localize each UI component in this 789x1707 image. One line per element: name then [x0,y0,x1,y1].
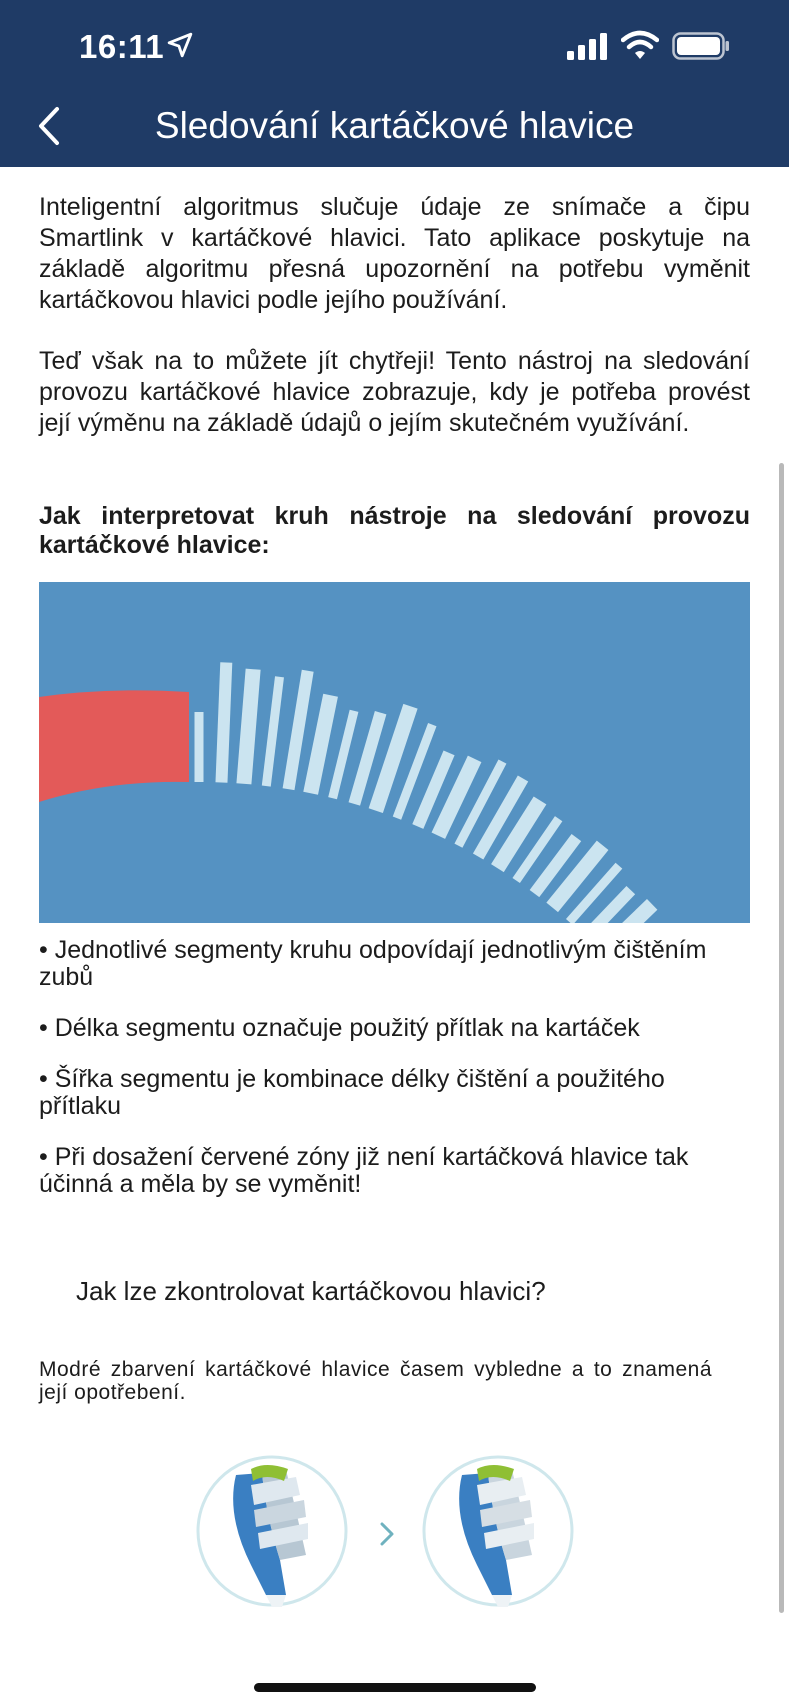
tracker-ring-illustration [39,582,750,923]
signal-icon [567,33,609,60]
list-item: • Při dosažení červené zóny již není kartáčková hlavice tak účinná a měla by se vyměnit! [39,1143,689,1198]
location-arrow-icon [167,32,193,58]
page-title: Sledování kartáčkové hlavice [154,105,635,146]
check-question: Jak lze zkontrolovat kartáčkovou hlavici? [76,1276,546,1306]
list-item: • Délka segmentu označuje použitý přítlak na kartáček [39,1014,640,1042]
section-heading: Jak interpretovat kruh nástroje na sledování provozu kartáčkové hlavice: [39,502,750,559]
app-header [0,0,789,167]
list-item: • Jednotlivé segmenty kruhu odpovídají jednotlivým čištěním zubů [39,936,707,991]
smarter-paragraph: Teď však na to můžete jít chytřeji! Tento nástroj na sledování provozu kartáčkové hlavice zobrazuje, kdy je potřeba provést její výměnu na základě údajů o jejím skutečném využívání. [39,347,750,437]
bullet-list [39,937,750,1222]
check-description: Modré zbarvení kartáčkové hlavice časem vybledne a to znamená její opotřebení. [39,1358,712,1404]
ring-segment [311,695,331,793]
new-brush-head-icon [196,1455,348,1607]
chevron-right-icon [376,1520,398,1548]
list-item: • Šířka segmentu je kombinace délky čištění a použitého přítlaku [39,1065,665,1120]
ring-segment [244,669,253,784]
intro-paragraph: Inteligentní algoritmus slučuje údaje ze snímače a čipu Smartlink v kartáčkové hlavici. Tato aplikace poskytuje na základě algoritmu přesná upozornění na potřebu vyměnit kartáčkovou hlavici podle jejího používání. [39,193,750,314]
status-time: 16:11 [79,28,165,65]
battery-icon [672,32,730,60]
scrollbar[interactable] [779,463,784,1613]
wifi-icon [621,30,659,60]
ring-graphic [39,582,750,923]
ring-segment [333,711,354,798]
status-bar [0,0,789,92]
worn-brush-head-icon [422,1455,574,1607]
home-indicator [254,1683,536,1692]
red-zone [39,690,189,802]
ring-segment [289,671,308,789]
ring-segment [266,677,279,786]
ring-segments [199,663,725,923]
ring-segment [221,663,226,783]
